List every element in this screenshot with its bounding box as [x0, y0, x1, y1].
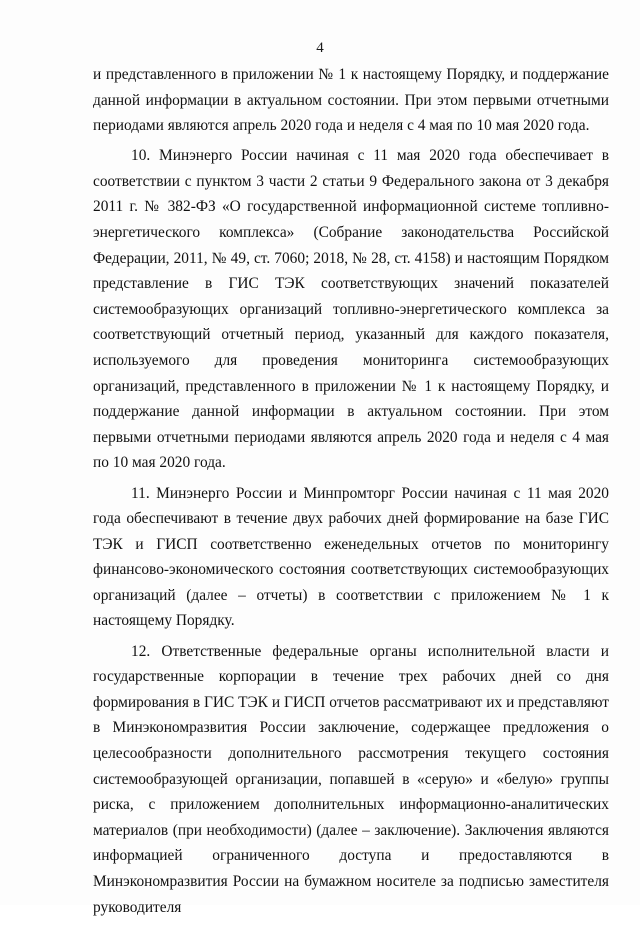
document-body: [93, 62, 609, 925]
paragraph-11: 11. Минэнерго России и Минпромторг России начиная с 11 мая 2020 года обеспечивают в течение двух рабочих дней формирование на базе ГИС ТЭК и ГИСП соответственно еженедельных отчетов по мониторингу финансово-экономического состояния соответствующих системообразующих организаций (далее – отчеты) в соответствии с приложением № 1 к настоящему Порядку.: [93, 484, 609, 630]
paragraph-continuation: и представленного в приложении № 1 к настоящему Порядку, и поддержание данной информации в актуальном состоянии. При этом первыми отчетными периодами являются апрель 2020 года и неделя с 4 мая по 10 мая 2020 года.: [93, 66, 609, 135]
paragraph-12: 12. Ответственные федеральные органы исполнительной власти и государственные корпорации в течение трех рабочих дней со дня формирования в ГИС ТЭК и ГИСП отчетов рассматривают их и представляют в Минэкономразвития России заключение, содержащее предложения о целесообразности дополнительного рассмотрения текущего состояния системообразующей организации, попавшей в «серую» и «белую» группы риска, с приложением дополнительных информационно-аналитических материалов (при необходимости) (далее – заключение). Заключения являются информацией ограниченного доступа и предоставляются в Минэкономразвития России на бумажном носителе за подписью заместителя руководителя: [93, 642, 609, 916]
page-number: 4: [316, 40, 324, 56]
paragraph-10: 10. Минэнерго России начиная с 11 мая 2020 года обеспечивает в соответствии с пунктом 3 части 2 статьи 9 Федерального закона от 3 декабря 2011 г. № 382-ФЗ «О государственной информационной системе топливно-энергетического комплекса» (Собрание законодательства Российской Федерации, 2011, № 49, ст. 7060; 2018, № 28, ст. 4158) и настоящим Порядком представление в ГИС ТЭК соответствующих значений показателей системообразующих организаций топливно-энергетического комплекса за соответствующий отчетный период, указанный для каждого показателя, используемого для проведения мониторинга системообразующих организаций, представленного в приложении № 1 к настоящему Порядку, и поддержание данной информации в актуальном состоянии. При этом первыми отчетными периодами являются апрель 2020 года и неделя с 4 мая по 10 мая 2020 года.: [93, 147, 609, 472]
